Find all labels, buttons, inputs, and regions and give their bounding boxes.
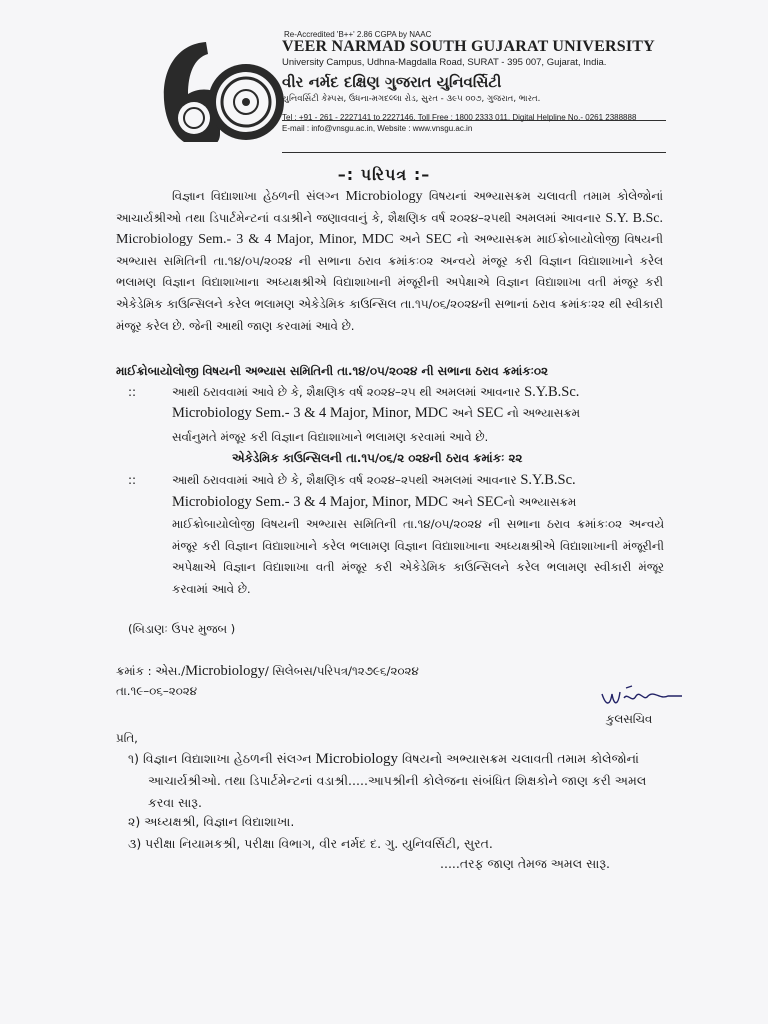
document-title: –: પરિપત્ર :– — [337, 165, 431, 184]
address-en: University Campus, Udhna-Magdalla Road, SURAT - 395 007, Gujarat, India. — [282, 57, 607, 68]
registrar-signature — [598, 684, 686, 714]
section2-line2: Microbiology Sem.- 3 & 4 Major, Minor, MDC અને SECનો અભ્યાસક્રમ — [172, 494, 577, 510]
section1-marker: :: — [128, 385, 137, 399]
section2-body: માઈક્રોબાયોલોજી વિષયની અભ્યાસ સમિતિની તા.૧૪/૦૫/૨૦૨૪ ની સભાના ઠરાવ ક્રમાંકઃ૦૨ અન્વયે મંજૂર કરી વિજ્ઞાન વિદ્યાશાખાને કરેલ ભલામણ વિજ્ઞાન વિદ્યાશાખાના અધ્યક્ષશ્રીએ વિદ્યાશાખાની મંજૂરીની અપેક્ષાએ વિજ્ઞાન વિદ્યાશાખા વતી મંજૂર કરી એકેડેમિક કાઉન્સિલને કરેલ ભલામણ સ્વીકારી મંજૂર કરવામાં આવે છે. — [172, 517, 664, 596]
recipient-1-line1: ૧) વિજ્ઞાન વિદ્યાશાખા હેઠળની સંલગ્ન Microbiology વિષયનો અભ્યાસક્રમ ચલાવતી તમામ કોલેજોનાં — [128, 751, 639, 767]
recipients-heading: પ્રતિ, — [116, 731, 138, 745]
phone-line: Tel : +91 - 261 - 2227141 to 2227146, Toll Free : 1800 2333 011, Digital Helpline No.- 0261 2388888 — [282, 113, 637, 122]
recipient-1-line3: કરવા સારૂ. — [148, 795, 202, 810]
closing-note: .....તરફ જાણ તેમજ અમલ સારૂ. — [440, 856, 610, 871]
recipient-2: ૨) અધ્યક્ષશ્રી, વિજ્ઞાન વિદ્યાશાખા. — [128, 814, 295, 829]
section1-line3: સર્વાનુમતે મંજૂર કરી વિજ્ઞાન વિદ્યાશાખાને ભલામણ કરવામાં આવે છે. — [172, 430, 489, 444]
contact-info — [282, 112, 672, 134]
section2-marker: :: — [128, 473, 137, 487]
address-gu: યુનિવર્સિટી કેમ્પસ, ઉધના-મગદલ્લા રોડ, સુરત - ૩૯૫ ૦૦૭, ગુજરાત, ભારત. — [282, 94, 541, 104]
reference-number: ક્રમાંક : એસ./Microbiology/ સિલેબસ/પરિપત્ર/૧૨૭૯૬/૨૦૨૪ — [116, 663, 419, 679]
enclosure-note: (બિડાણઃ ઉપર મુજબ ) — [128, 622, 236, 636]
section1-line2: Microbiology Sem.- 3 & 4 Major, Minor, MDC અને SEC નો અભ્યાસક્રમ — [172, 405, 580, 421]
intro-paragraph: વિજ્ઞાન વિદ્યાશાખા હેઠળની સંલગ્ન Microbiology વિષયનાં અભ્યાસક્રમ ચલાવતી તમામ કોલેજોનાં આચાર્યશ્રીઓ તથા ડિપાર્ટમેન્ટનાં વડાશ્રીને જણાવવાનું કે, શૈક્ષણિક વર્ષ ૨૦૨૪–૨૫થી અમલમાં આવનાર S.Y. B.Sc. Microbiology Sem.- 3 & 4 Major, Minor, MDC અને SEC નો અભ્યાસક્રમ માઈક્રોબાયોલોજી વિષયની અભ્યાસ સમિતિની તા.૧૪/૦૫/૨૦૨૪ ની સભાના ઠરાવ ક્રમાંકઃ૦૨ અન્વયે મંજૂર કરી વિજ્ઞાન વિદ્યાશાખાને કરેલ ભલામણ વિજ્ઞાન વિદ્યાશાખાના અધ્યક્ષશ્રીએ વિદ્યાશાખાની મંજૂરીની અપેક્ષાએ વિજ્ઞાન વિદ્યાશાખા વતી મંજૂર કરી એકેડેમિક કાઉન્સિલને કરેલ ભલામણ એકેડેમિક કાઉન્સિલ તા.૧૫/૦૬/૨૦૨૪ની સભાનાં ઠરાવ ક્રમાંકઃ૨૨ થી સ્વીકારી મંજૂર કરેલ છે. જેની આથી જાણ કરવામાં આવે છે. — [116, 189, 663, 333]
circular-date: તા.૧૯–૦૬–૨૦૨૪ — [116, 684, 197, 698]
letterhead-bottom-rule — [282, 152, 666, 153]
section1-heading: માઈક્રોબાયોલોજી વિષયની અભ્યાસ સમિતિની તા.૧૪/૦૫/૨૦૨૪ ની સભાના ઠરાવ ક્રમાંકઃ૦૨ — [116, 364, 548, 378]
section2-line1: આથી ઠરાવવામાં આવે છે કે, શૈક્ષણિક વર્ષ ૨૦૨૪–૨૫થી અમલમાં આવનાર S.Y.B.Sc. — [172, 472, 576, 488]
section1-line1: આથી ઠરાવવામાં આવે છે કે, શૈક્ષણિક વર્ષ ૨૦૨૪–૨૫ થી અમલમાં આવનાર S.Y.B.Sc. — [172, 384, 580, 400]
accreditation-text: Re-Accredited 'B++' 2.86 CGPA by NAAC — [284, 30, 432, 39]
letterhead — [282, 30, 672, 134]
university-name-en: VEER NARMAD SOUTH GUJARAT UNIVERSITY — [282, 38, 655, 55]
letterhead-divider — [282, 120, 666, 121]
university-logo — [148, 34, 288, 156]
recipient-3: ૩) પરીક્ષા નિયામકશ્રી, પરીક્ષા વિભાગ, વીર નર્મદ દ. ગુ. યુનિવર્સિટી, સુરત. — [128, 836, 493, 851]
signatory-title: કુલસચિવ — [606, 712, 653, 726]
email-line: E-mail : info@vnsgu.ac.in, Website : www.vnsgu.ac.in — [282, 124, 473, 133]
recipient-1-line2: આચાર્યશ્રીઓ. તથા ડિપાર્ટમેન્ટનાં વડાશ્રી.....આપશ્રીની કોલેજના સંબંધિત શિક્ષકોને જાણ કરી અમલ — [148, 773, 647, 788]
section2-heading: એકેડેમિક કાઉન્સિલની તા.૧૫/૦૬/૨ ૦૨૪ની ઠરાવ ક્રમાંકઃ ૨૨ — [232, 451, 523, 465]
university-name-gu: વીર નર્મદ દક્ષિણ ગુજરાત યુનિવર્સિટી — [282, 73, 502, 91]
